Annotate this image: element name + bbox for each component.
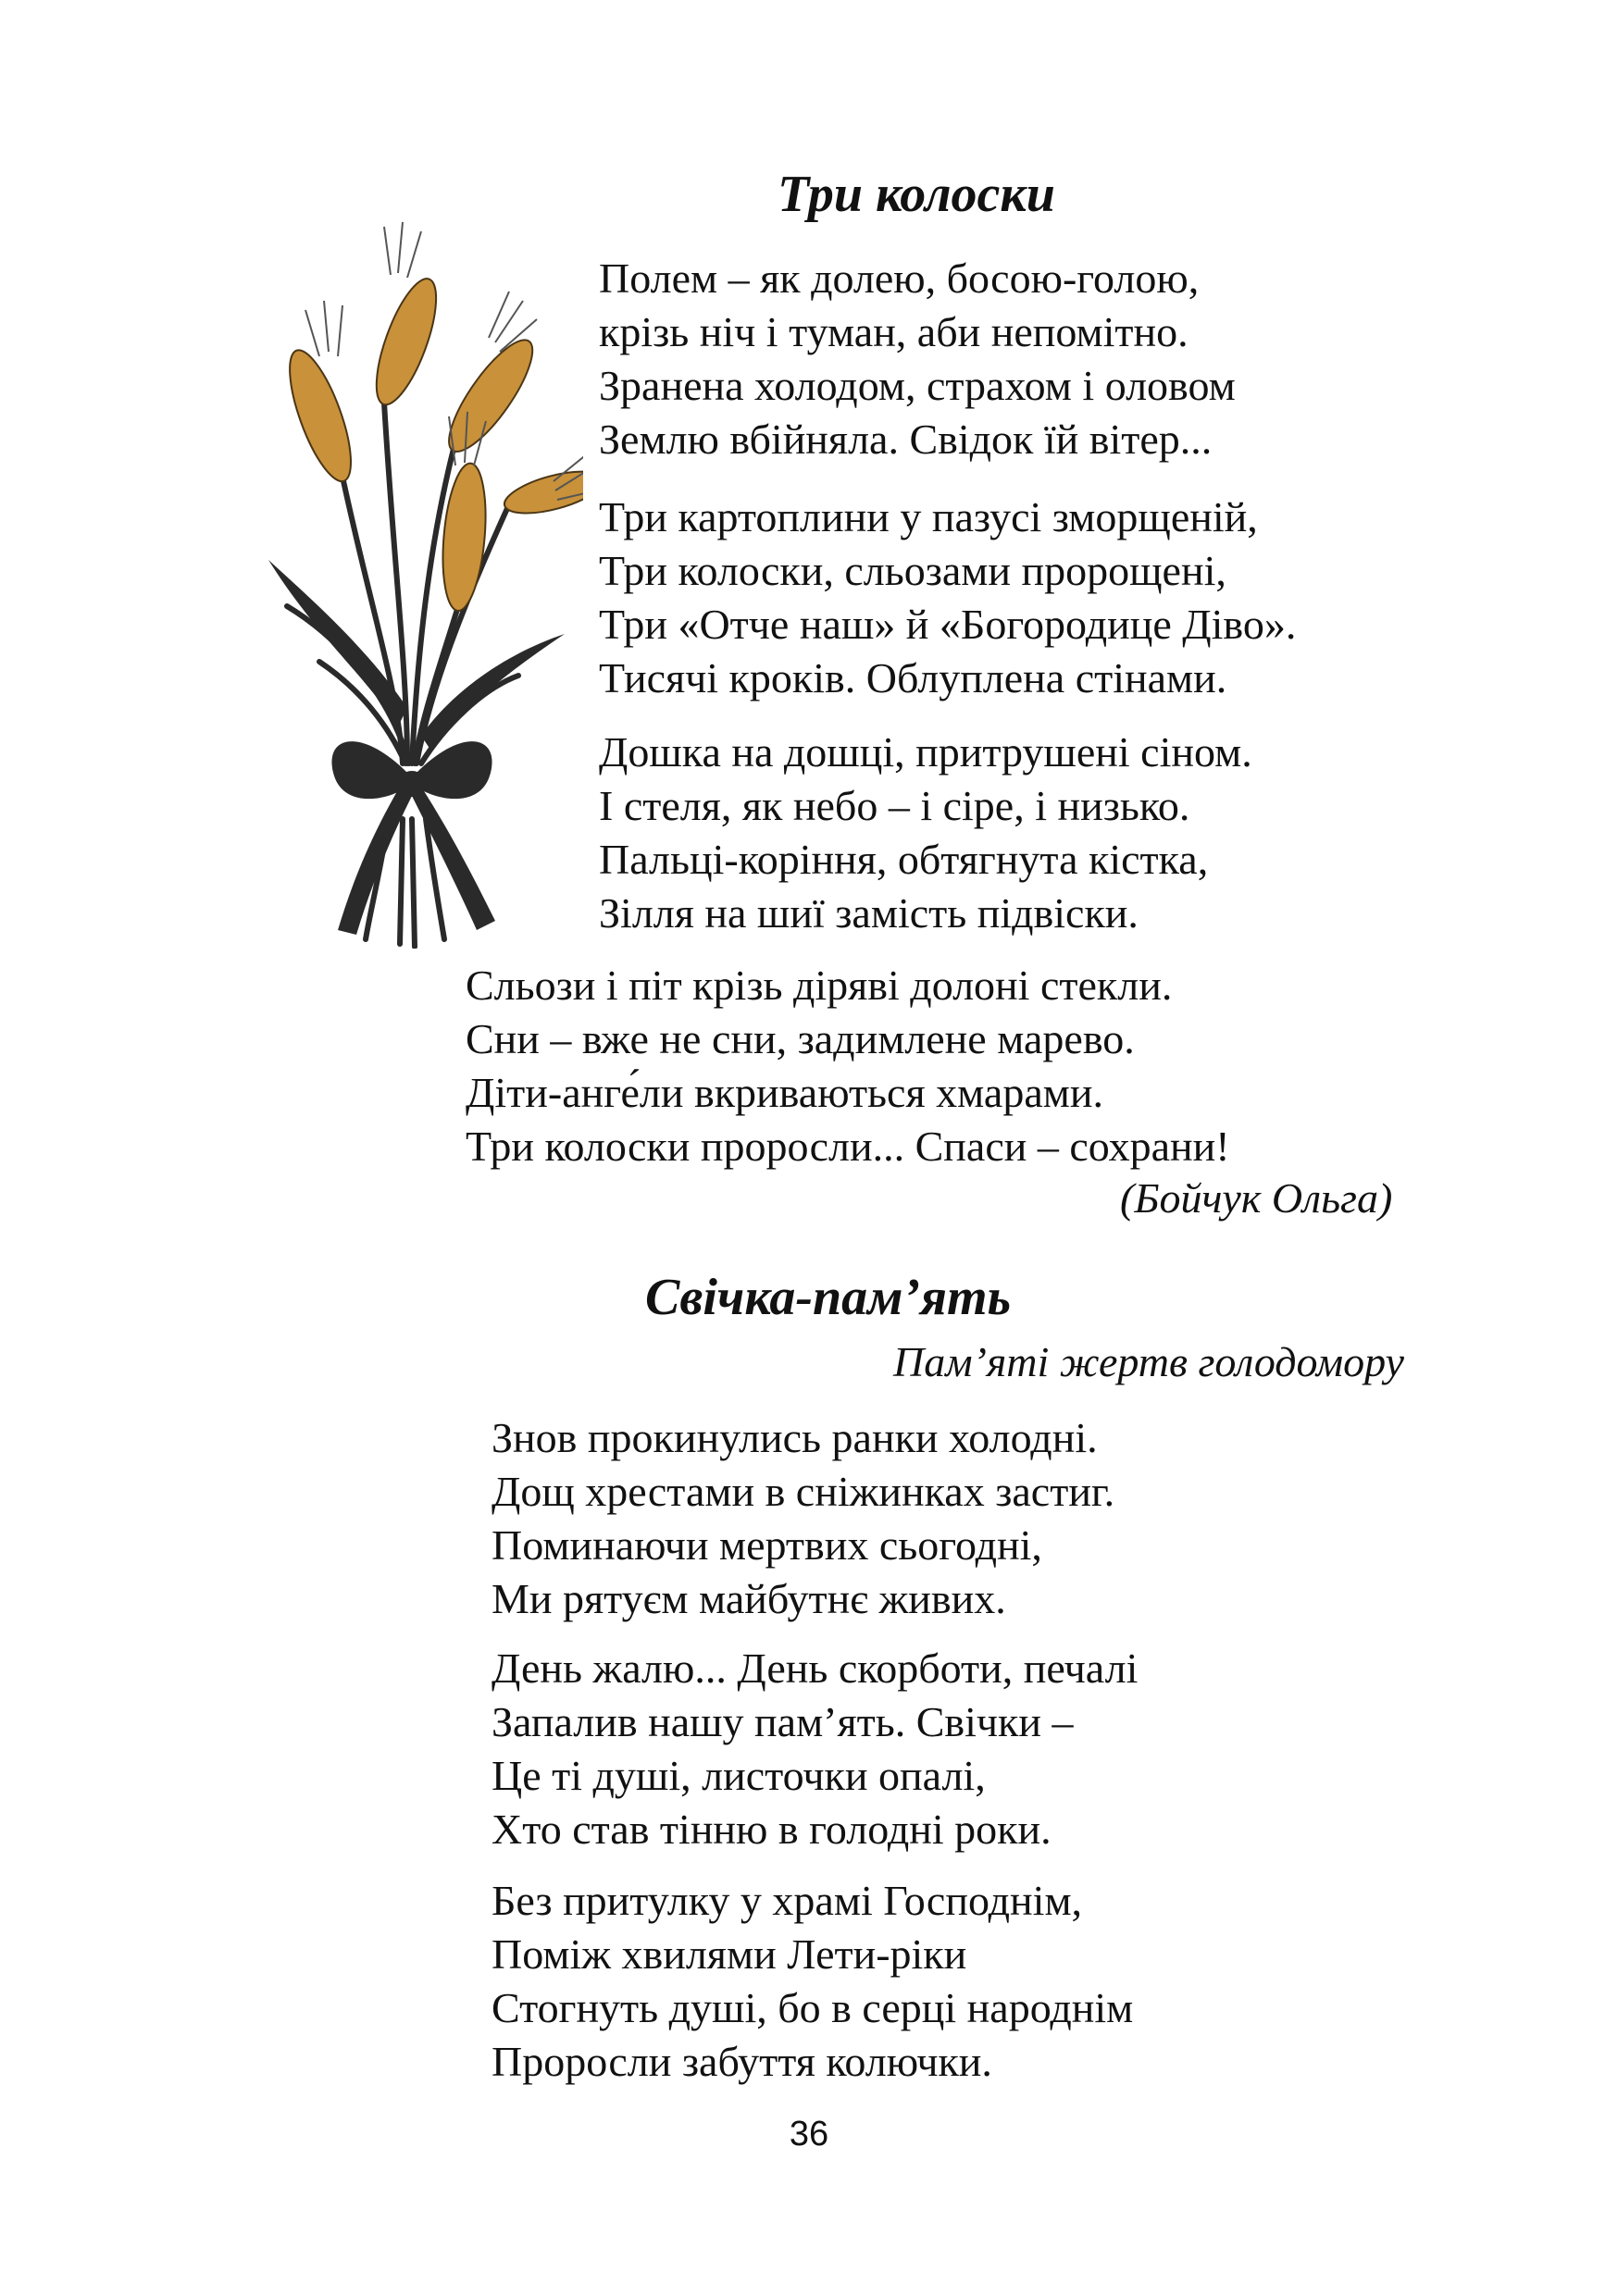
verse-line: Це ті душі, листочки опалі, <box>492 1752 986 1799</box>
verse-line: Три колоски проросли... Спаси – сохрани! <box>466 1123 1230 1170</box>
poem-title-2: Свічка-пам’ять <box>645 1269 1012 1326</box>
verse-line: Запалив нашу пам’ять. Свічки – <box>492 1698 1074 1745</box>
verse-line: Три картоплини у пазусі зморщеній, <box>599 493 1258 540</box>
stanza-1-1 <box>599 252 1236 466</box>
verse-line: Дощ хрестами в сніжинках застиг. <box>492 1468 1115 1515</box>
stanza-1-4 <box>466 959 1230 1173</box>
verse-line: Зілля на шиї замість підвіски. <box>599 889 1139 937</box>
verse-line: Три «Отче наш» й «Богородице Діво». <box>599 601 1297 648</box>
stanza-2-2 <box>492 1642 1138 1856</box>
stanza-2-3 <box>492 1874 1133 2089</box>
stanza-2-1 <box>492 1411 1114 1626</box>
verse-line: Зранена холодом, страхом і оловом <box>599 362 1236 409</box>
verse-line: Поміж хвилями Лети-ріки <box>492 1930 967 1978</box>
stanza-1-3 <box>599 726 1252 940</box>
verse-line: Тисячі кроків. Облуплена стінами. <box>599 654 1227 701</box>
verse-line: Без притулку у храмі Господнім, <box>492 1877 1083 1924</box>
verse-line: Землю вбійняла. Свідок їй вітер... <box>599 416 1213 463</box>
poem-dedication: Пам’яті жертв голодомору <box>893 1338 1404 1385</box>
verse-line: Знов прокинулись ранки холодні. <box>492 1414 1098 1461</box>
page-number: 36 <box>789 2115 829 2153</box>
verse-line: Три колоски, сльозами пророщені, <box>599 547 1226 594</box>
verse-line: Дошка на дошці, притрушені сіном. <box>599 728 1252 776</box>
wheat-sheaf-icon <box>231 171 583 949</box>
verse-line: Діти-анге́ли вкриваються хмарами. <box>466 1069 1103 1116</box>
verse-line: Ми рятуєм майбутнє живих. <box>492 1575 1006 1622</box>
verse-line: Сни – вже не сни, задимлене марево. <box>466 1015 1135 1062</box>
stanza-1-2 <box>599 490 1296 705</box>
verse-line: Полем – як долею, босою-голою, <box>599 254 1200 302</box>
poem-author: (Бойчук Ольга) <box>1120 1174 1393 1222</box>
verse-line: Проросли забуття колючки. <box>492 2038 992 2085</box>
verse-line: Сльози і піт крізь діряві долоні стекли. <box>466 962 1173 1009</box>
verse-line: Стогнуть душі, бо в серці народнім <box>492 1984 1134 2031</box>
poem-title-1: Три колоски <box>778 166 1055 223</box>
verse-line: Пальці-коріння, обтягнута кістка, <box>599 836 1209 883</box>
verse-line: крізь ніч і туман, аби непомітно. <box>599 308 1189 355</box>
verse-line: Поминаючи мертвих сьогодні, <box>492 1521 1042 1569</box>
verse-line: День жалю... День скорботи, печалі <box>492 1644 1139 1692</box>
verse-line: І стеля, як небо – і сіре, і низько. <box>599 782 1190 829</box>
verse-line: Хто став тінню в голодні роки. <box>492 1806 1052 1853</box>
